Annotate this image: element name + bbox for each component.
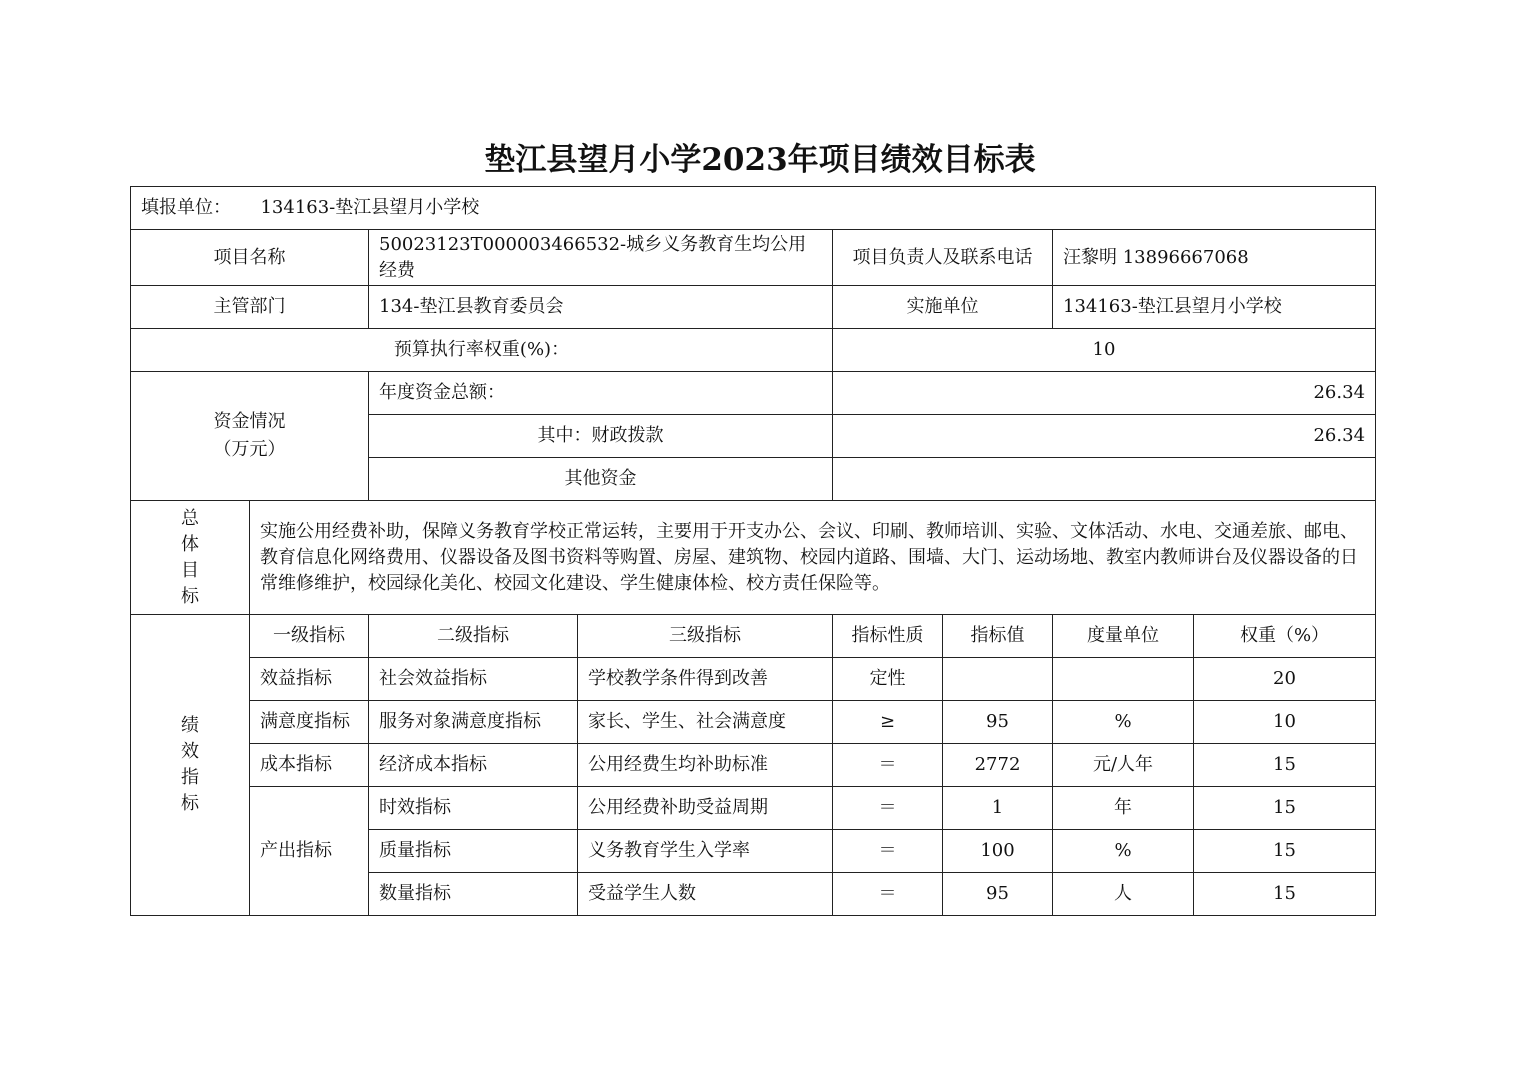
indicator-level1: 满意度指标 [250,701,369,744]
goal-label-char: 目 [181,559,199,581]
indicator-value: 95 [943,873,1053,916]
table-row [131,658,1376,701]
project-row [131,230,1376,286]
funds-total-label: 年度资金总额： [369,372,833,415]
indicator-level3: 公用经费生均补助标准 [578,744,833,787]
funds-fiscal-value: 26.34 [833,415,1376,458]
indicator-nature: ＝ [833,744,943,787]
indicator-level3: 公用经费补助受益周期 [578,787,833,830]
impl-unit-value: 134163-垫江县望月小学校 [1053,286,1376,329]
header-weight: 权重（%） [1194,615,1376,658]
indicator-unit [1053,658,1194,701]
project-contact-label: 项目负责人及联系电话 [833,230,1053,286]
header-unit: 度量单位 [1053,615,1194,658]
fill-unit-row [131,187,1376,230]
budget-weight-row [131,329,1376,372]
header-level3: 三级指标 [578,615,833,658]
goal-label-char: 总 [181,507,199,529]
indicator-weight: 10 [1194,701,1376,744]
funds-total-row [131,372,1376,415]
table-row [131,744,1376,787]
indicator-level2: 数量指标 [369,873,578,916]
funds-label-line1: 资金情况 [213,411,286,432]
goal-label-char: 体 [181,533,199,555]
indicator-nature: ＝ [833,830,943,873]
fill-unit-value: 134163-垫江县望月小学校 [260,197,480,218]
header-nature: 指标性质 [833,615,943,658]
header-level2: 二级指标 [369,615,578,658]
indicator-level1: 效益指标 [250,658,369,701]
fill-unit-cell [131,187,1376,230]
indicator-nature: ＝ [833,787,943,830]
project-name-value: 50023123T000003466532-城乡义务教育生均公用经费 [369,230,833,286]
project-contact-value: 汪黎明 13896667068 [1053,230,1376,286]
indicator-label-char: 指 [181,767,199,788]
dept-value: 134-垫江县教育委员会 [369,286,833,329]
indicator-level2: 质量指标 [369,830,578,873]
indicator-nature: ≥ [833,701,943,744]
indicator-level1: 产出指标 [250,787,369,916]
indicator-value: 95 [943,701,1053,744]
budget-weight-value: 10 [833,329,1376,372]
goal-label-char: 标 [181,585,199,607]
fill-unit-label: 填报单位： [141,197,231,218]
indicator-nature: ＝ [833,873,943,916]
indicator-value [943,658,1053,701]
overall-goal-text: 实施公用经费补助，保障义务教育学校正常运转，主要用于开支办公、会议、印刷、教师培训、实验、文体活动、水电、交通差旅、邮电、教育信息化网络费用、仪器设备及图书资料等购置、房屋、建筑物、校园内道路、围墙、大门、运动场地、教室内教师讲台及仪器设备的日常维修维护，校园绿化美化、校园文化建设、学生健康体检、校方责任保险等。 [250,501,1376,615]
header-level1: 一级指标 [250,615,369,658]
indicator-unit: % [1053,701,1194,744]
indicator-value: 1 [943,787,1053,830]
indicator-level3: 学校教学条件得到改善 [578,658,833,701]
indicator-label-char: 效 [181,741,199,762]
funds-other-value [833,458,1376,501]
indicator-unit: 人 [1053,873,1194,916]
indicator-level1: 成本指标 [250,744,369,787]
indicator-level3: 家长、学生、社会满意度 [578,701,833,744]
header-value: 指标值 [943,615,1053,658]
indicator-label-char: 标 [181,793,199,814]
indicator-weight: 15 [1194,787,1376,830]
indicator-level2: 社会效益指标 [369,658,578,701]
indicator-level2: 时效指标 [369,787,578,830]
indicator-weight: 15 [1194,873,1376,916]
budget-weight-label: 预算执行率权重(%)： [131,329,833,372]
department-row [131,286,1376,329]
indicator-unit: 年 [1053,787,1194,830]
indicator-unit: % [1053,830,1194,873]
funds-label-line2: （万元） [213,439,286,460]
funds-fiscal-label: 其中：财政拨款 [369,415,833,458]
indicator-value: 100 [943,830,1053,873]
indicator-weight: 15 [1194,744,1376,787]
table-row [131,787,1376,830]
indicator-weight: 20 [1194,658,1376,701]
table-row [131,701,1376,744]
funds-total-value: 26.34 [833,372,1376,415]
overall-goal-label [131,501,250,615]
indicator-nature: 定性 [833,658,943,701]
performance-target-table [130,186,1376,916]
funds-label [131,372,369,501]
indicator-level3: 受益学生人数 [578,873,833,916]
indicator-level2: 服务对象满意度指标 [369,701,578,744]
overall-goal-row [131,501,1376,615]
indicator-level3: 义务教育学生入学率 [578,830,833,873]
indicator-level2: 经济成本指标 [369,744,578,787]
dept-label: 主管部门 [131,286,369,329]
indicator-section-label [131,615,250,916]
impl-unit-label: 实施单位 [833,286,1053,329]
indicator-weight: 15 [1194,830,1376,873]
page-title: 垫江县望月小学2023年项目绩效目标表 [484,142,1036,178]
indicator-unit: 元/人年 [1053,744,1194,787]
funds-other-label: 其他资金 [369,458,833,501]
indicator-label-char: 绩 [181,715,199,736]
indicator-value: 2772 [943,744,1053,787]
project-name-label: 项目名称 [131,230,369,286]
indicator-header-row [131,615,1376,658]
